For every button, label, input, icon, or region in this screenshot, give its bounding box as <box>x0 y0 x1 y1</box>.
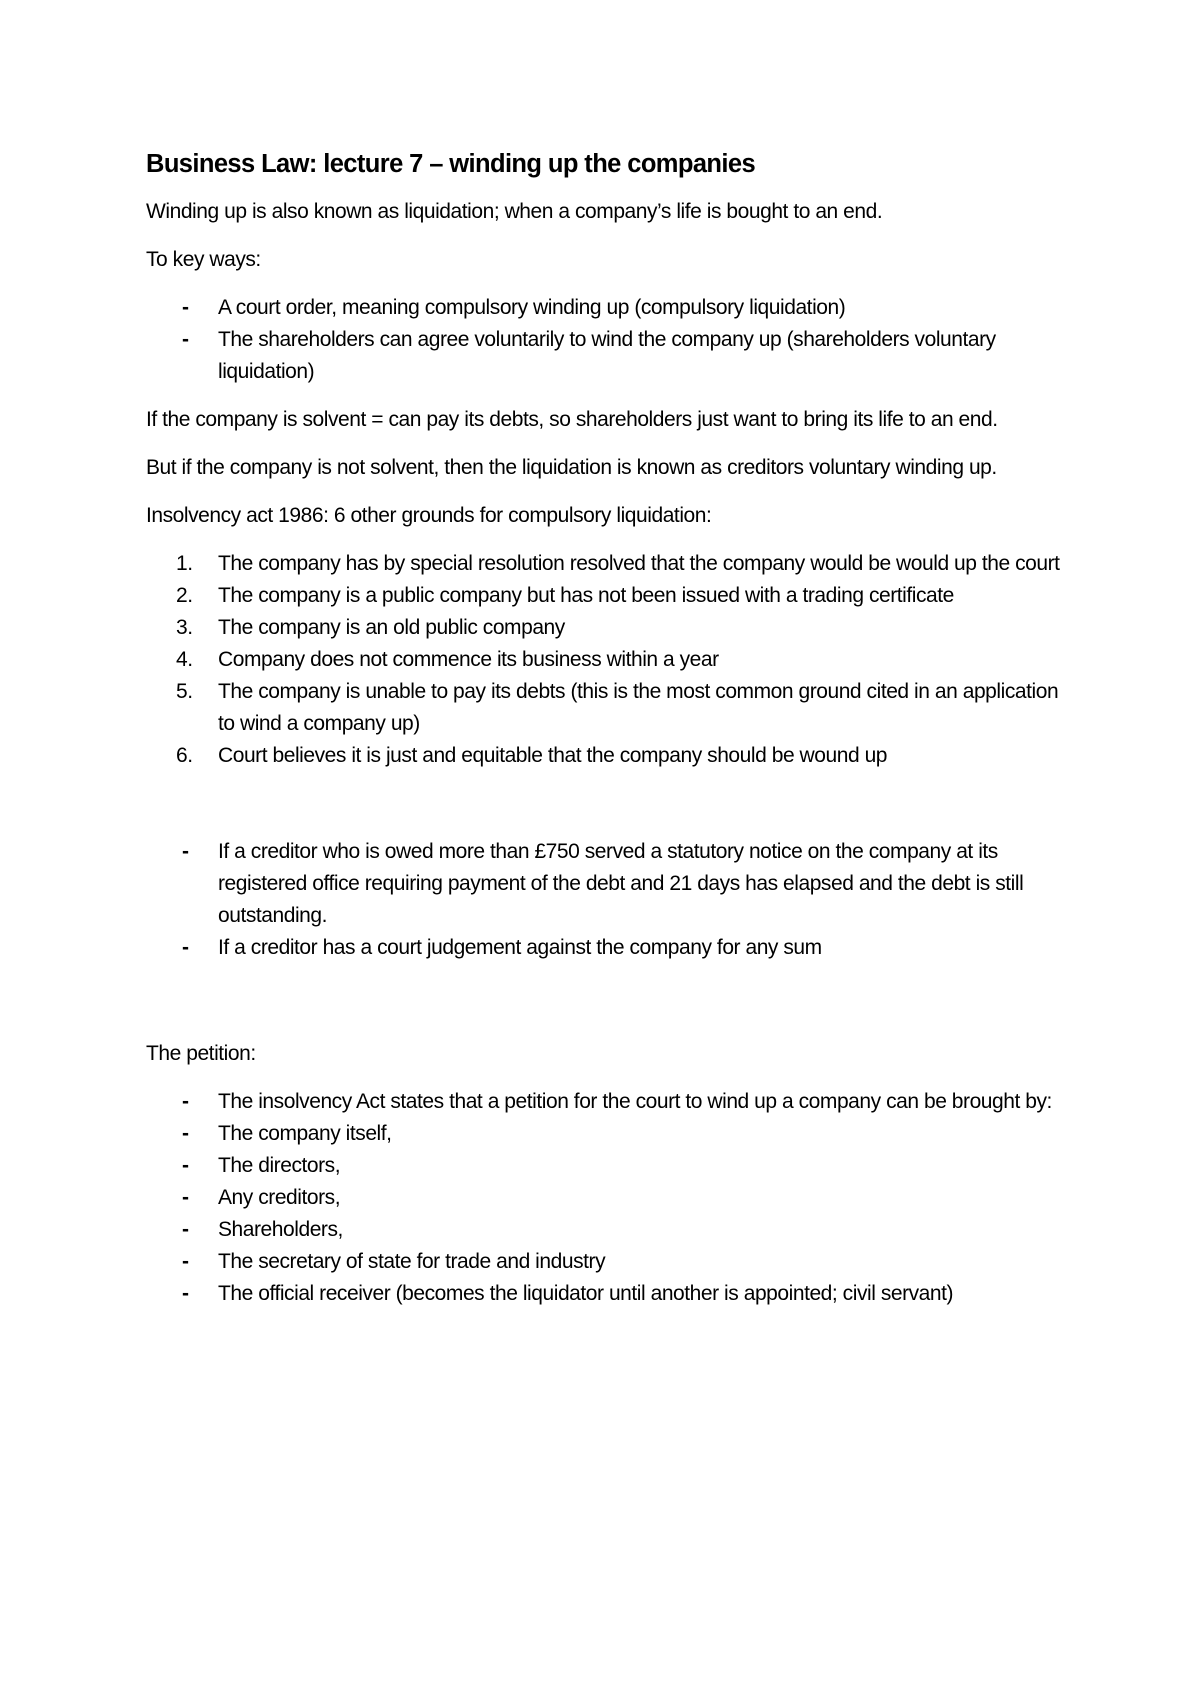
list-item <box>146 292 1076 324</box>
list-item-text: The company is an old public company <box>218 616 565 639</box>
list-item <box>146 580 1076 612</box>
list-item <box>146 1246 1076 1278</box>
list-item-text: If a creditor who is owed more than £750 served a statutory notice on the company at its registered office requiring payment of the debt and 21 days has elapsed and the debt is still outstanding. <box>218 840 1024 927</box>
petition-heading: The petition: <box>146 1042 256 1065</box>
list-item-text: The company is unable to pay its debts (this is the most common ground cited in an application to wind a company up) <box>218 680 1059 735</box>
list-item <box>146 1086 1076 1118</box>
dash-bullet-icon: - <box>182 1122 189 1145</box>
dash-bullet-icon: - <box>182 1250 189 1273</box>
dash-bullet-icon: - <box>182 1218 189 1241</box>
grounds-heading: Insolvency act 1986: 6 other grounds for compulsory liquidation: <box>146 504 712 527</box>
blank-space <box>146 980 1076 1038</box>
list-number: 3. <box>176 616 193 639</box>
list-item <box>146 1182 1076 1214</box>
dash-bullet-icon: - <box>182 1186 189 1209</box>
list-item-text: The company itself, <box>218 1122 392 1145</box>
dash-bullet-icon: - <box>182 1090 189 1113</box>
document-title: Business Law: lecture 7 – winding up the companies <box>146 150 756 178</box>
list-item <box>146 612 1076 644</box>
list-item-text: A court order, meaning compulsory winding up (compulsory liquidation) <box>218 296 846 319</box>
list-item <box>146 644 1076 676</box>
list-item <box>146 548 1076 580</box>
dash-bullet-icon: - <box>182 840 189 863</box>
list-item-text: Company does not commence its business within a year <box>218 648 719 671</box>
list-item-text: If a creditor has a court judgement against the company for any sum <box>218 936 822 959</box>
list-item <box>146 836 1076 932</box>
blank-space <box>146 788 1076 836</box>
list-item <box>146 676 1076 740</box>
dash-bullet-icon: - <box>182 328 189 351</box>
list-number: 5. <box>176 680 193 703</box>
list-item <box>146 740 1076 772</box>
list-item-text: Any creditors, <box>218 1186 341 1209</box>
list-item <box>146 932 1076 964</box>
list-item-text: Shareholders, <box>218 1218 343 1241</box>
key-ways-list <box>146 292 1076 388</box>
list-item-text: The official receiver (becomes the liquidator until another is appointed; civil servant) <box>218 1282 954 1305</box>
list-item-text: The company is a public company but has not been issued with a trading certificate <box>218 584 954 607</box>
grounds-list <box>146 548 1076 772</box>
solvent-paragraph: If the company is solvent = can pay its debts, so shareholders just want to bring its life to an end. <box>146 408 998 431</box>
list-item-text: The insolvency Act states that a petition for the court to wind up a company can be brought by: <box>218 1090 1052 1113</box>
not-solvent-paragraph: But if the company is not solvent, then the liquidation is known as creditors voluntary winding up. <box>146 456 997 479</box>
list-item <box>146 1278 1076 1310</box>
dash-bullet-icon: - <box>182 1154 189 1177</box>
list-item <box>146 1214 1076 1246</box>
list-item-text: The directors, <box>218 1154 341 1177</box>
list-number: 4. <box>176 648 193 671</box>
list-number: 6. <box>176 744 193 767</box>
list-item-text: The secretary of state for trade and industry <box>218 1250 606 1273</box>
list-item-text: The company has by special resolution resolved that the company would be would up the court <box>218 552 1060 575</box>
dash-bullet-icon: - <box>182 936 189 959</box>
list-item <box>146 1118 1076 1150</box>
list-number: 1. <box>176 552 193 575</box>
list-item <box>146 1150 1076 1182</box>
intro-paragraph: Winding up is also known as liquidation; when a company’s life is bought to an end. <box>146 200 883 223</box>
list-item-text: The shareholders can agree voluntarily to wind the company up (shareholders voluntary liquidation) <box>218 328 996 383</box>
document-body <box>146 146 1076 1326</box>
dash-bullet-icon: - <box>182 296 189 319</box>
key-ways-heading: To key ways: <box>146 248 261 271</box>
petition-list <box>146 1086 1076 1310</box>
list-item <box>146 324 1076 388</box>
debt-points-list <box>146 836 1076 964</box>
list-item-text: Court believes it is just and equitable that the company should be wound up <box>218 744 888 767</box>
dash-bullet-icon: - <box>182 1282 189 1305</box>
list-number: 2. <box>176 584 193 607</box>
